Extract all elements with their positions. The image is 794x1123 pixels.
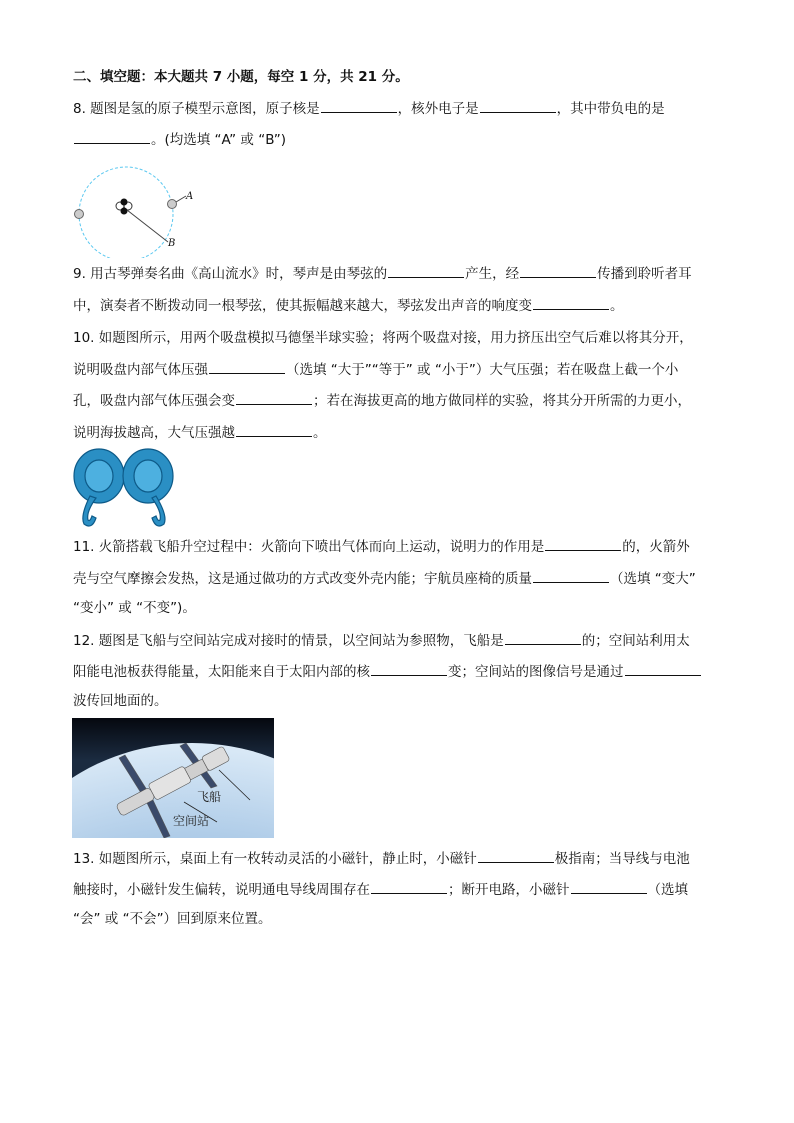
- question-text: （选填: [647, 882, 688, 898]
- label-a: A: [186, 191, 194, 202]
- answer-blank[interactable]: [371, 879, 447, 894]
- pointer-a: [176, 196, 186, 202]
- answer-blank[interactable]: [533, 568, 609, 583]
- question-text: 13. 如题图所示，桌面上有一枚转动灵活的小磁针，静止时，小磁针: [73, 851, 477, 867]
- answer-blank[interactable]: [480, 98, 556, 113]
- label-space-station: 空间站: [173, 814, 210, 828]
- nucleus-particle: [121, 208, 128, 215]
- question-text: 11. 火箭搭载飞船升空过程中：火箭向下喷出气体而向上运动，说明力的作用是: [73, 539, 545, 555]
- question-text: 产生，经: [465, 266, 520, 282]
- answer-blank[interactable]: [571, 879, 647, 894]
- question-text: 传播到聆听者耳: [597, 266, 692, 282]
- answer-blank[interactable]: [533, 295, 609, 310]
- question-text: 阳能电池板获得能量，太阳能来自于太阳内部的核: [73, 664, 370, 680]
- question-text: 壳与空气摩擦会发热，这是通过做功的方式改变外壳内能；宇航员座椅的质量: [73, 571, 532, 587]
- answer-blank[interactable]: [371, 661, 447, 676]
- question-8-line: [73, 98, 665, 119]
- question-9-line: [73, 295, 624, 316]
- question-8-line: [73, 129, 286, 150]
- hook-left: [83, 496, 96, 526]
- question-text: 的；空间站利用太: [581, 633, 690, 649]
- cup-center: [85, 460, 113, 492]
- question-text: 12. 题图是飞船与空间站完成对接时的情景，以空间站为参照物，飞船是: [73, 633, 504, 649]
- question-text: “变小” 或 “不变”)。: [73, 600, 196, 616]
- question-text: 极指南；当导线与电池: [554, 851, 690, 867]
- question-text: 。: [610, 298, 624, 314]
- question-10-line: [73, 359, 678, 380]
- answer-blank[interactable]: [388, 263, 464, 278]
- question-13-line: [73, 909, 272, 929]
- question-12-line: [73, 630, 690, 651]
- answer-blank[interactable]: [209, 359, 285, 374]
- question-text: 说明吸盘内部气体压强: [73, 362, 208, 378]
- question-text: 波传回地面的。: [73, 693, 168, 709]
- question-12-line: [73, 691, 168, 711]
- question-13-line: [73, 879, 688, 900]
- question-text: “会” 或 “不会”）回到原来位置。: [73, 911, 272, 927]
- question-text: ，核外电子是: [397, 101, 479, 117]
- question-text: 中，演奏者不断拨动同一根琴弦，使其振幅越来越大，琴弦发出声音的响度变: [73, 298, 532, 314]
- answer-blank[interactable]: [236, 390, 312, 405]
- hook-right: [152, 496, 165, 526]
- answer-blank[interactable]: [478, 848, 554, 863]
- electron: [75, 210, 84, 219]
- question-text: ；断开电路，小磁针: [448, 882, 570, 898]
- label-b: B: [168, 238, 176, 249]
- section-heading: 二、填空题：本大题共 7 小题，每空 1 分，共 21 分。: [73, 69, 409, 85]
- question-10-line: [73, 422, 327, 443]
- question-10-line: [73, 328, 693, 348]
- answer-blank[interactable]: [505, 630, 581, 645]
- question-text: 。: [313, 425, 327, 441]
- question-text: （选填 “变大”: [610, 571, 696, 587]
- question-text: 的，火箭外: [622, 539, 690, 555]
- question-text: 8. 题图是氢的原子模型示意图，原子核是: [73, 101, 320, 117]
- question-text: ；若在海拔更高的地方做同样的实验，将其分开所需的力更小，: [313, 393, 691, 409]
- pointer-b: [127, 210, 168, 242]
- answer-blank[interactable]: [74, 129, 150, 144]
- hydrogen-atom-figure: [70, 158, 210, 258]
- question-11-line: [73, 568, 696, 589]
- question-13-line: [73, 848, 690, 869]
- label-spaceship: 飞船: [197, 790, 222, 804]
- question-text: 9. 用古琴弹奏名曲《高山流水》时，琴声是由琴弦的: [73, 266, 388, 282]
- question-text: 说明海拔越高，大气压强越: [73, 425, 235, 441]
- question-10-line: [73, 390, 691, 411]
- cup-center: [134, 460, 162, 492]
- answer-blank[interactable]: [625, 661, 701, 676]
- question-12-line: [73, 661, 702, 682]
- question-text: 。(均选填 “A” 或 “B”): [151, 132, 286, 148]
- answer-blank[interactable]: [520, 263, 596, 278]
- suction-cups-figure: [70, 446, 180, 530]
- electron-a: [168, 200, 177, 209]
- question-text: 变；空间站的图像信号是通过: [448, 664, 624, 680]
- question-11-line: [73, 598, 196, 618]
- question-11-line: [73, 536, 690, 557]
- question-9-line: [73, 263, 692, 284]
- question-text: （选填 “大于”“等于” 或 “小于”）大气压强；若在吸盘上截一个小: [286, 362, 679, 378]
- question-text: 10. 如题图所示，用两个吸盘模拟马德堡半球实验；将两个吸盘对接，用力挤压出空气后难以将其分开，: [73, 330, 693, 346]
- question-text: ，其中带负电的是: [556, 101, 665, 117]
- question-text: 触接时，小磁针发生偏转，说明通电导线周围存在: [73, 882, 370, 898]
- question-text: 孔，吸盘内部气体压强会变: [73, 393, 235, 409]
- nucleus-particle: [121, 199, 128, 206]
- answer-blank[interactable]: [321, 98, 397, 113]
- answer-blank[interactable]: [545, 536, 621, 551]
- answer-blank[interactable]: [236, 422, 312, 437]
